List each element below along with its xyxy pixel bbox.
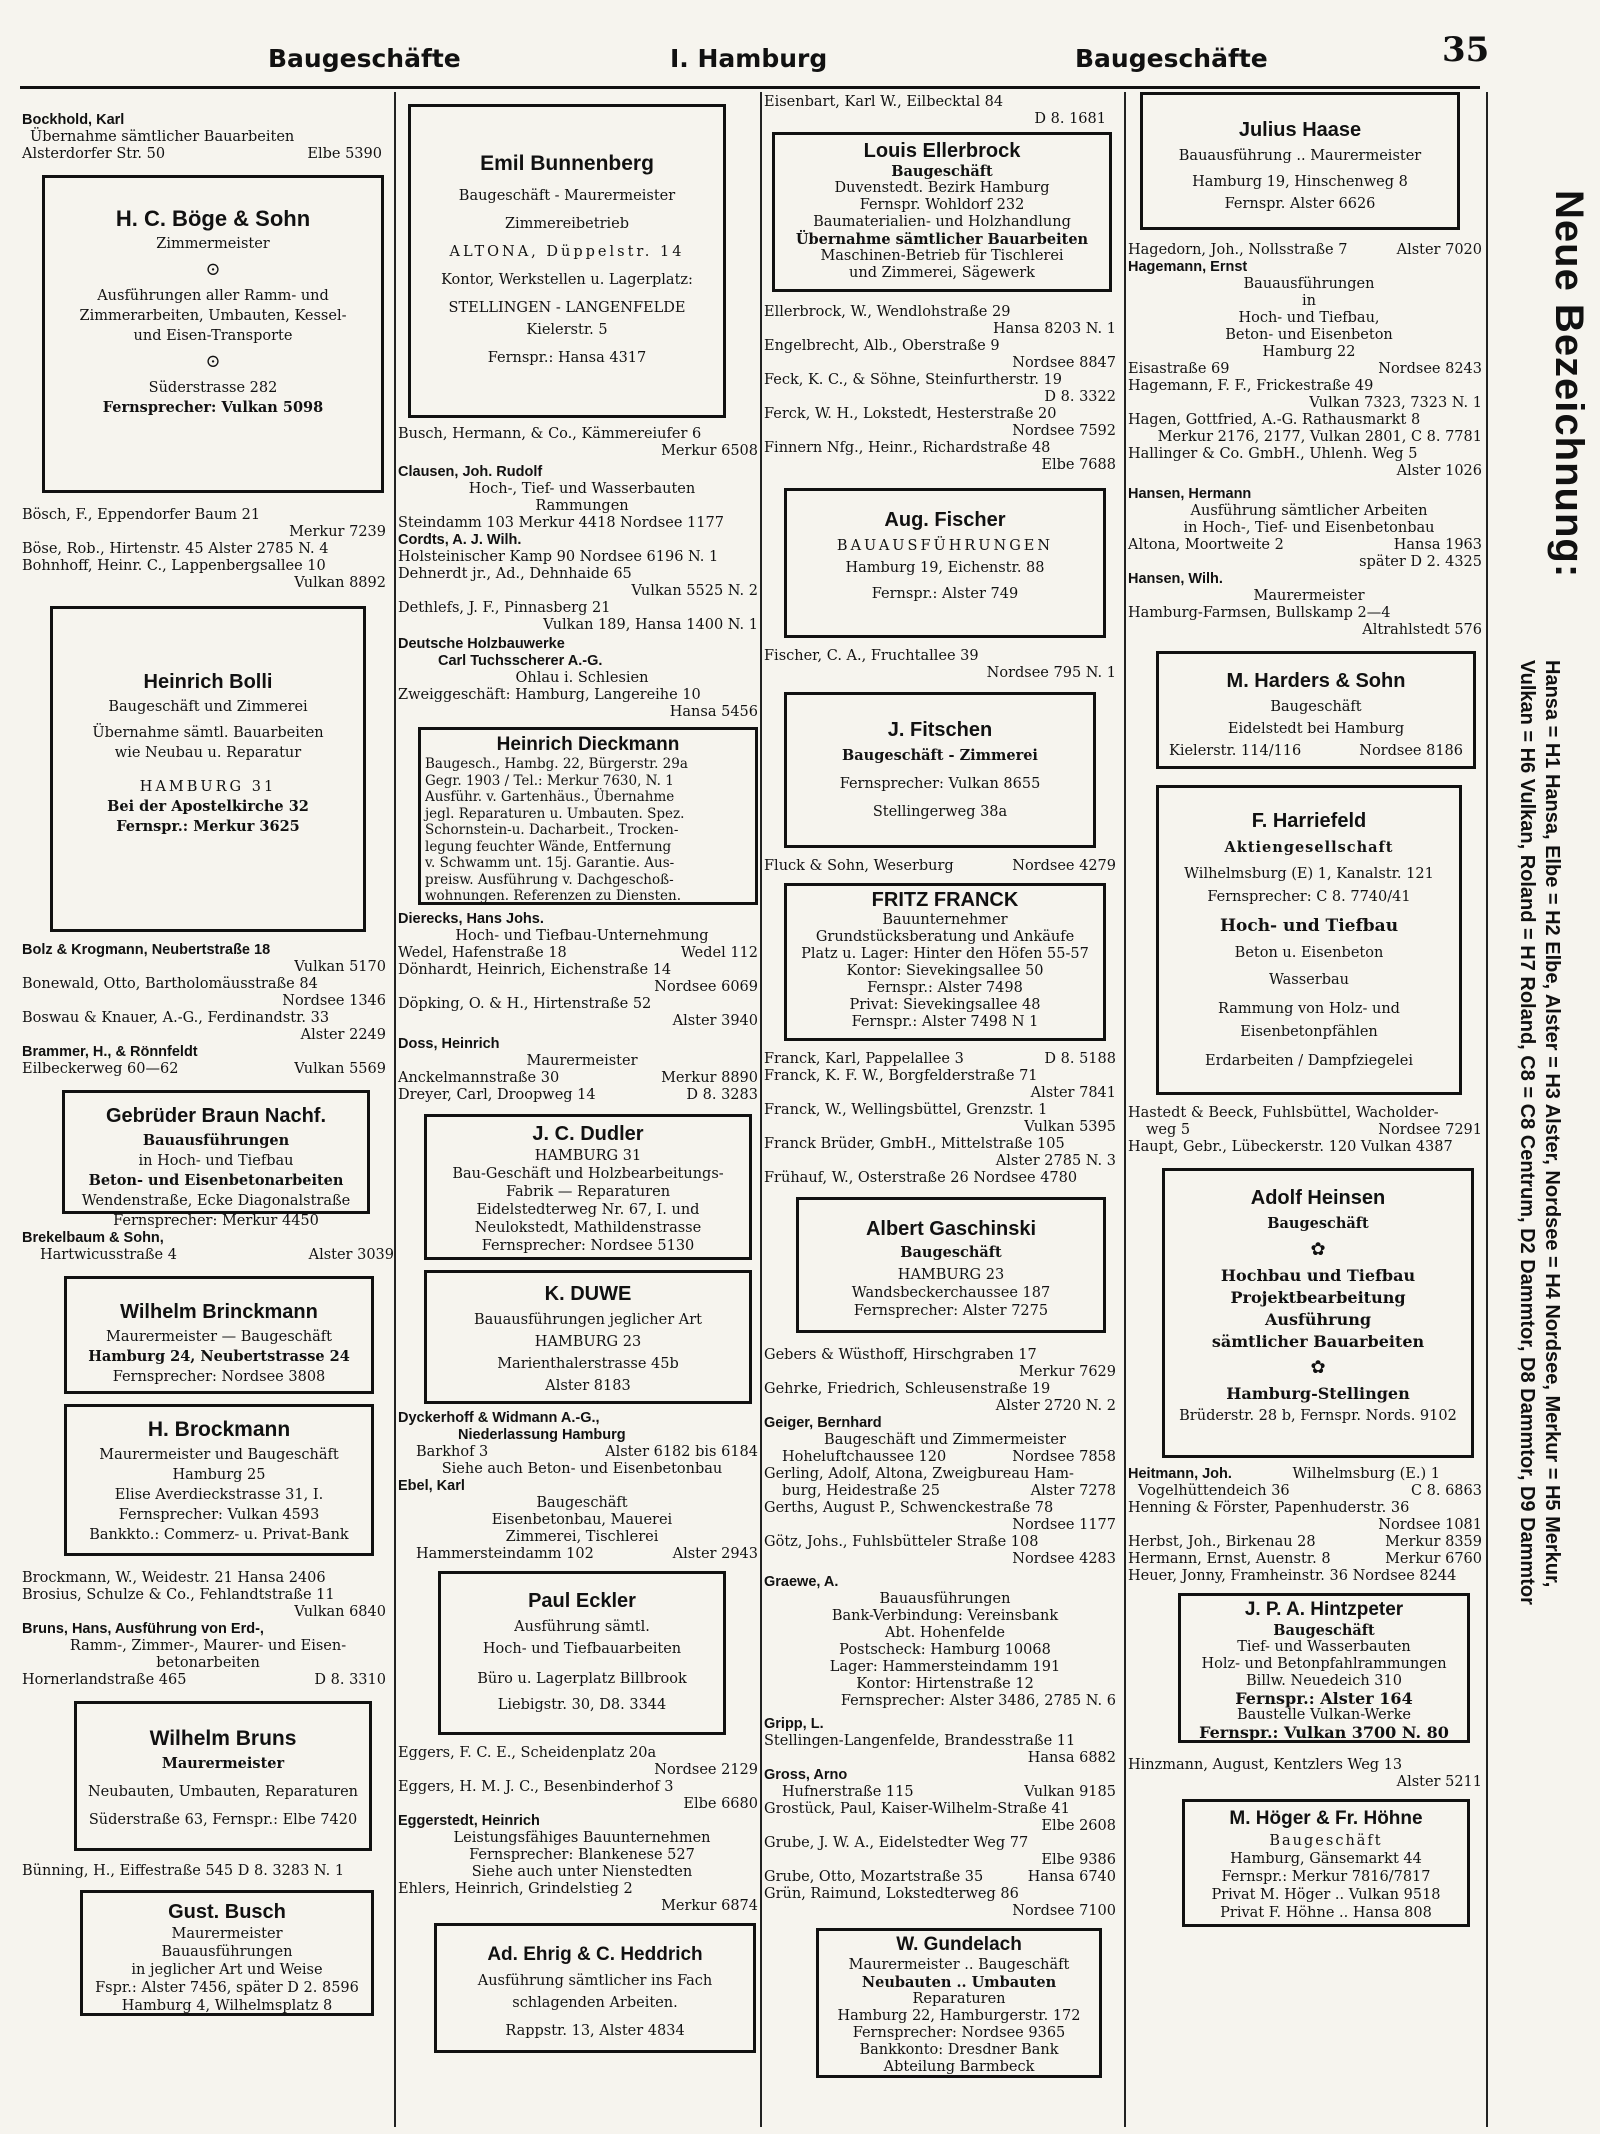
listing-entry: Bösch, F., Eppendorfer Baum 21 Merkur 7239 Böse, Rob., Hirtenstr. 45 Alster 2785 N. 4 Bohnhoff, Heinr. C., Lappenbergsallee 10 Vulkan 8892 xyxy=(22,507,386,591)
advertisement: Wilhelm Brinckmann Maurermeister — Baugeschäft Hamburg 24, Neubertstrasse 24 Fernsprecher: Nordsee 3808 xyxy=(64,1276,374,1394)
listing-entry: Gebers & Wüsthoff, Hirschgraben 17 Merkur 7629 Gehrke, Friedrich, Schleusenstraße 19 Alster 2720 N. 2 Geiger, Bernhard Baugeschäft und Zimmermeister Hoheluftchaussee 120 Nordsee 7858 Gerling, Adolf, Altona, Zweigbureau Ham- burg, Heidestraße 25 Alster 7278 Gerths, August P., Schwenckestraße 78 Nordsee 1177 Götz, Johs., Fuhlsbütteler Straße 108 Nordsee 4283 xyxy=(764,1347,1116,1567)
column-4 xyxy=(1128,92,1490,2132)
column-rule xyxy=(394,92,396,2127)
listing-entry: Hansen, Hermann Ausführung sämtlicher Arbeiten in Hoch-, Tief- und Eisenbetonbau Altona, Moortweite 2 Hansa 1963 später D 2. 4325 Hansen, Wilh. Maurermeister Hamburg-Farmsen, Bullskamp 2—4 Altrahlstedt 576 xyxy=(1128,486,1482,638)
exchange-renaming-note xyxy=(1496,190,1600,1990)
note-title: Neue Bezeichnung: xyxy=(1547,190,1591,579)
listing-entry: Graewe, A. Bauausführungen Bank-Verbindung: Vereinsbank Abt. Hohenfelde Postscheck: Hamburg 10068 Lager: Hammersteindamm 191 Kontor: Hirtenstraße 12 Fernsprecher: Alster 3486, 2785 N. 6 xyxy=(764,1574,1116,1709)
advertisement: Gust. Busch Maurermeister Bauausführungen in jeglicher Art und Weise Fspr.: Alster 7456, später D 2. 8596 Hamburg 4, Wilhelmsplatz 8 xyxy=(80,1890,374,2016)
listing-entry: Clausen, Joh. Rudolf Hoch-, Tief- und Wasserbauten Rammungen Steindamm 103 Merkur 4418 Nordsee 1177 Cordts, A. J. Wilh. Holsteinischer Kamp 90 Nordsee 6196 N. 1 Dehnerdt jr., Ad., Dehnhaide 65 Vulkan 5525 N. 2 Dethlefs, J. F., Pinnasberg 21 Vulkan 189, Hansa 1400 N. 1 xyxy=(398,464,758,633)
page-number: 35 xyxy=(1442,30,1490,70)
listing-entry: Bockhold, Karl Übernahme sämtlicher Bauarbeiten Alsterdorfer Str. 50 Elbe 5390 xyxy=(22,112,382,162)
listing-entry: Hagedorn, Joh., Nollsstraße 7 Alster 7020 Hagemann, Ernst Bauausführungen in Hoch- und Tiefbau, Beton- und Eisenbeton Hamburg 22 Eisastraße 69 Nordsee 8243 Hagemann, F. F., Frickestraße 49 Vulkan 7323, 7323 N. 1 Hagen, Gottfried, A.-G. Rathausmarkt 8 Merkur 2176, 2177, Vulkan 2801, C 8. 7781 Hallinger & Co. GmbH., Uhlenh. Weg 5 Alster 1026 xyxy=(1128,242,1482,479)
advertisement: H. C. Böge & Sohn Zimmermeister ⊙ Ausführungen aller Ramm- und Zimmerarbeiten, Umbauten, Kessel- und Eisen-Transporte ⊙ Süderstrasse 282 Fernsprecher: Vulkan 5098 xyxy=(42,175,384,493)
advertisement: Paul Eckler Ausführung sämtl. Hoch- und Tiefbauarbeiten Büro u. Lagerplatz Billbrook Liebigstr. 30, D8. 3344 xyxy=(438,1571,726,1735)
listing-entry: Eggers, F. C. E., Scheidenplatz 20a Nordsee 2129 Eggers, H. M. J. C., Besenbinderhof 3 Elbe 6680 Eggerstedt, Heinrich Leistungsfähiges Bauunternehmen Fernsprecher: Blankenese 527 Siehe auch unter Nienstedten Ehlers, Heinrich, Grindelstieg 2 Merkur 6874 xyxy=(398,1745,758,1914)
advertisement: Heinrich Bolli Baugeschäft und Zimmerei Übernahme sämtl. Bauarbeiten wie Neubau u. Reparatur HAMBURG 31 Bei der Apostelkirche 32 Fernspr.: Merkur 3625 xyxy=(50,606,366,932)
advertisement: Gebrüder Braun Nachf. Bauausführungen in Hoch- und Tiefbau Beton- und Eisenbetonarbeiten Wendenstraße, Ecke Diagonalstraße Fernsprecher: Merkur 4450 xyxy=(62,1090,370,1214)
listing-entry: Hastedt & Beeck, Fuhlsbüttel, Wacholder- weg 5 Nordsee 7291 Haupt, Gebr., Lübeckerstr. 120 Vulkan 4387 xyxy=(1128,1105,1482,1155)
listing-entry: Brekelbaum & Sohn, Hartwicusstraße 4 Alster 3039 xyxy=(22,1230,394,1263)
listing-entry: Fluck & Sohn, Weserburg Nordsee 4279 xyxy=(764,858,1116,874)
advertisement: J. P. A. Hintzpeter Baugeschäft Tief- und Wasserbauten Holz- und Betonpfahlrammungen Billw. Neuedeich 310 Fernspr.: Alster 164 Baustelle Vulkan-Werke Fernspr.: Vulkan 3700 N. 80 xyxy=(1178,1593,1470,1743)
circle-ornament-icon: ⊙ xyxy=(205,351,221,372)
listing-entry: Gripp, L. Stellingen-Langenfelde, Brandesstraße 11 Hansa 6882 Gross, Arno Hufnerstraße 115 Vulkan 9185 Grostück, Paul, Kaiser-Wilhelm-Straße 41 Elbe 2608 Grube, J. W. A., Eidelstedter Weg 77 Elbe 9386 Grube, Otto, Mozartstraße 35 Hansa 6740 Grün, Raimund, Lokstedterweg 86 Nordsee 7100 xyxy=(764,1716,1116,1919)
advertisement: Julius Haase Bauausführung .. Maurermeister Hamburg 19, Hinschenweg 8 Fernspr. Alster 6626 xyxy=(1140,92,1460,230)
listing-entry: Ellerbrock, W., Wendlohstraße 29 Hansa 8203 N. 1 Engelbrecht, Alb., Oberstraße 9 Nordsee 8847 Feck, K. C., & Söhne, Steinfurtherstr. 19 D 8. 3322 Ferck, W. H., Lokstedt, Hesterstraße 20 Nordsee 7592 Finnern Nfg., Heinr., Richardstraße 48 Elbe 7688 xyxy=(764,304,1116,473)
circle-ornament-icon: ⊙ xyxy=(205,259,221,280)
advertisement: Albert Gaschinski Baugeschäft HAMBURG 23 Wandsbeckerchaussee 187 Fernsprecher: Alster 7275 xyxy=(796,1197,1106,1333)
column-2 xyxy=(398,92,766,2132)
advertisement: F. Harriefeld Aktiengesellschaft Wilhelmsburg (E) 1, Kanalstr. 121 Fernsprecher: C 8. 7740/41 Hoch- und Tiefbau Beton u. Eisenbeton Wasserbau Rammung von Holz- und Eisenbetonpfählen Erdarbeiten / Dampfziegelei xyxy=(1156,785,1462,1095)
listing-entry: Doss, Heinrich Maurermeister Anckelmannstraße 30 Merkur 8890 Dreyer, Carl, Droopweg 14 D 8. 3283 xyxy=(398,1036,758,1103)
page-header xyxy=(20,30,1490,89)
advertisement: Ad. Ehrig & C. Heddrich Ausführung sämtlicher ins Fach schlagenden Arbeiten. Rappstr. 13, Alster 4834 xyxy=(434,1923,756,2053)
advertisement: Aug. Fischer BAUAUSFÜHRUNGEN Hamburg 19, Eichenstr. 88 Fernspr.: Alster 749 xyxy=(784,488,1106,638)
header-city-title: I. Hamburg xyxy=(670,44,828,73)
flower-ornament-icon: ✿ xyxy=(1310,1357,1326,1378)
flower-ornament-icon: ✿ xyxy=(1310,1239,1326,1260)
advertisement: FRITZ FRANCK Bauunternehmer Grundstücksberatung und Ankäufe Platz u. Lager: Hinter den Höfen 55-57 Kontor: Sievekingsallee 50 Fernspr.: Alster 7498 Privat: Sievekingsallee 48 Fernspr.: Alster 7498 N 1 xyxy=(784,883,1106,1041)
column-3 xyxy=(764,92,1126,2132)
advertisement: H. Brockmann Maurermeister und Baugeschäft Hamburg 25 Elise Averdieckstrasse 31, I. Fernsprecher: Vulkan 4593 Bankkto.: Commerz- u. Privat-Bank xyxy=(64,1404,374,1556)
listing-entry: Brockmann, W., Weidestr. 21 Hansa 2406 Brosius, Schulze & Co., Fehlandtstraße 11 Vulkan 6840 Bruns, Hans, Ausführung von Erd-, Ramm-, Zimmer-, Maurer- und Eisen- betonarbeiten Hornerlandstraße 465 D 8. 3310 xyxy=(22,1570,386,1688)
advertisement: Emil Bunnenberg Baugeschäft - Maurermeister Zimmereibetrieb ALTONA, Düppelstr. 14 Kontor, Werkstellen u. Lagerplatz: STELLINGEN - LANGENFELDE Kielerstr. 5 Fernspr.: Hansa 4317 xyxy=(408,104,726,418)
advertisement: W. Gundelach Maurermeister .. Baugeschäft Neubauten .. Umbauten Reparaturen Hamburg 22, Hamburgerstr. 172 Fernsprecher: Nordsee 9365 Bankkonto: Dresdner Bank Abteilung Barmbeck xyxy=(816,1928,1102,2078)
advertisement: Adolf Heinsen Baugeschäft ✿ Hochbau und Tiefbau Projektbearbeitung Ausführung sämtlicher Bauarbeiten ✿ Hamburg-Stellingen Brüderstr. 28 b, Fernspr. Nords. 9102 xyxy=(1162,1168,1474,1458)
advertisement: Wilhelm Bruns Maurermeister Neubauten, Umbauten, Reparaturen Süderstraße 63, Fernspr.: Elbe 7420 xyxy=(74,1701,372,1851)
listing-entry: Busch, Hermann, & Co., Kämmereiufer 6 Merkur 6508 xyxy=(398,426,758,459)
column-1 xyxy=(22,92,394,2132)
listing-entry: Fischer, C. A., Fruchtallee 39 Nordsee 795 N. 1 xyxy=(764,648,1116,681)
listing-entry: Heitmann, Joh. Wilhelmsburg (E.) 1 Vogelhüttendeich 36 C 8. 6863 Henning & Förster, Papenhuderstr. 36 Nordsee 1081 Herbst, Joh., Birkenau 28 Merkur 8359 Hermann, Ernst, Auenstr. 8 Merkur 6760 Heuer, Jonny, Framheinstr. 36 Nordsee 8244 xyxy=(1128,1466,1482,1584)
note-text: Hansa = H1 Hansa, Elbe = H2 Elbe, Alster = H3 Alster, Nordsee = H4 Nordsee, Merkur = H5 Merkur, Vulkan = H6 Vulkan, Roland = H7 Roland, C8 = C8 Centrum, D2 Dammtor, D8 Dammtor, D9 Dammtor xyxy=(1516,660,1563,1605)
listing-entry: Franck, Karl, Pappelallee 3 D 8. 5188 Franck, K. F. W., Borgfelderstraße 71 Alster 7841 Franck, W., Wellingsbüttel, Grenzstr. 1 Vulkan 5395 Franck Brüder, GmbH., Mittelstraße 105 Alster 2785 N. 3 Frühauf, W., Osterstraße 26 Nordsee 4780 xyxy=(764,1051,1116,1186)
advertisement: M. Harders & Sohn Baugeschäft Eidelstedt bei Hamburg Kielerstr. 114/116 Nordsee 8186 xyxy=(1156,651,1476,769)
header-right-title: Baugeschäfte xyxy=(1075,44,1268,73)
listing-entry: Dierecks, Hans Johs. Hoch- und Tiefbau-Unternehmung Wedel, Hafenstraße 18 Wedel 112 Dönhardt, Heinrich, Eichenstraße 14 Nordsee 6069 Döpking, O. & H., Hirtenstraße 52 Alster 3940 xyxy=(398,911,758,1029)
listing-entry: Hinzmann, August, Kentzlers Weg 13 Alster 5211 xyxy=(1128,1757,1482,1790)
listing-entry: Eisenbart, Karl W., Eilbecktal 84 D 8. 1681 xyxy=(764,94,1106,127)
advertisement: K. DUWE Bauausführungen jeglicher Art HAMBURG 23 Marienthalerstrasse 45b Alster 8183 xyxy=(424,1270,752,1404)
header-left-title: Baugeschäfte xyxy=(268,44,461,73)
advertisement: Louis Ellerbrock Baugeschäft Duvenstedt. Bezirk Hamburg Fernspr. Wohldorf 232 Baumaterialien- und Holzhandlung Übernahme sämtlicher Bauarbeiten Maschinen-Betrieb für Tischlerei und Zimmerei, Sägewerk xyxy=(772,132,1112,292)
advertisement: J. Fitschen Baugeschäft - Zimmerei Fernsprecher: Vulkan 8655 Stellingerweg 38a xyxy=(784,692,1096,848)
listing-entry: Bolz & Krogmann, Neubertstraße 18 Vulkan 5170 Bonewald, Otto, Bartholomäusstraße 84 Nordsee 1346 Boswau & Knauer, A.-G., Ferdinandstr. 33 Alster 2249 Brammer, H., & Rönnfeldt Eilbeckerweg 60—62 Vulkan 5569 xyxy=(22,942,386,1077)
advertisement: J. C. Dudler HAMBURG 31 Bau-Geschäft und Holzbearbeitungs- Fabrik — Reparaturen Eidelstedterweg Nr. 67, I. und Neulokstedt, Mathildenstrasse Fernsprecher: Nordsee 5130 xyxy=(424,1114,752,1260)
listing-entry: Deutsche Holzbauwerke Carl Tuchsscherer A.-G. Ohlau i. Schlesien Zweiggeschäft: Hamburg, Langereihe 10 Hansa 5456 xyxy=(398,636,758,720)
advertisement: M. Höger & Fr. Höhne Baugeschäft Hamburg, Gänsemarkt 44 Fernspr.: Merkur 7816/7817 Privat M. Höger .. Vulkan 9518 Privat F. Höhne .. Hansa 808 xyxy=(1182,1799,1470,1927)
listing-entry: Dyckerhoff & Widmann A.-G., Niederlassung Hamburg Barkhof 3 Alster 6182 bis 6184 Siehe auch Beton- und Eisenbetonbau Ebel, Karl Baugeschäft Eisenbetonbau, Mauerei Zimmerei, Tischlerei Hammersteindamm 102 Alster 2943 xyxy=(398,1410,758,1562)
advertisement: Heinrich Dieckmann Baugesch., Hambg. 22, Bürgerstr. 29a Gegr. 1903 / Tel.: Merkur 7630, N. 1 Ausführ. v. Gartenhäus., Übernahme jegl. Reparaturen u. Umbauten. Spez. Schornstein-u. Dacharbeit., Trocken- legung feuchter Wände, Entfernung v. Schwamm unt. 15j. Garantie. Aus- preisw. Ausführung v. Dachgeschoß- wohnungen. Referenzen zu Diensten. xyxy=(418,727,758,905)
listing-entry: Bünning, H., Eiffestraße 545 D 8. 3283 N. 1 xyxy=(22,1863,345,1879)
